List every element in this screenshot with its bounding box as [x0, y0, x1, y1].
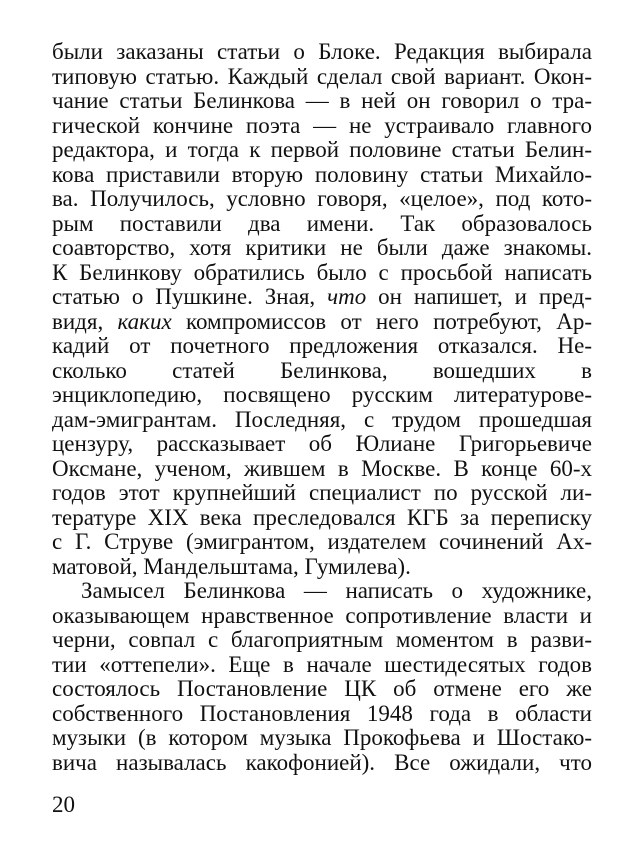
text-line	[52, 628, 592, 653]
text-line	[52, 555, 592, 580]
text-segment: тературе XIX века преследовался КГБ за переписку	[52, 504, 592, 530]
text-segment: типовую статью. Каждый сделал свой вариант. Окон-	[52, 63, 592, 89]
text-line	[52, 359, 592, 384]
text-line	[52, 432, 592, 457]
text-segment: статью о Пушкине. Зная,	[52, 284, 328, 309]
text-line	[52, 506, 592, 531]
text-segment: с Г. Струве (эмигрантом, издателем сочинений Ах-	[52, 529, 592, 554]
text-segment: цензуру, рассказывает об Юлиане Григорьевиче	[52, 431, 592, 456]
text-line	[52, 65, 592, 90]
text-segment: оказывающем нравственное сопротивление власти и	[52, 602, 592, 628]
text-line	[52, 751, 592, 776]
text-segment: сколько статей Белинкова, вошедших в	[52, 357, 592, 383]
body-text	[52, 40, 592, 775]
text-line	[52, 138, 592, 163]
text-line	[52, 261, 592, 286]
text-line	[52, 40, 592, 65]
text-segment: состоялось Постановление ЦК об отмене его же	[52, 676, 592, 701]
text-line	[52, 530, 592, 555]
text-segment: матовой, Мандельштама, Гумилева).	[52, 553, 411, 579]
text-line	[52, 653, 592, 678]
text-line	[52, 408, 592, 433]
text-line	[52, 236, 592, 261]
text-segment: тии «оттепели». Еще в начале шестидесятых годов	[52, 651, 592, 677]
text-line	[52, 163, 592, 188]
text-segment: видя,	[52, 308, 118, 334]
text-line	[52, 383, 592, 408]
text-segment: рым поставили два имени. Так образовалось	[52, 210, 592, 236]
text-segment: кадий от почетного предложения отказался. Не-	[52, 333, 592, 358]
text-line	[52, 89, 592, 114]
text-line	[52, 334, 592, 359]
text-segment: он напишет, и пред-	[366, 284, 592, 309]
text-segment: соавторство, хотя критики не были даже знакомы.	[52, 235, 592, 260]
text-line	[52, 702, 592, 727]
text-line	[52, 579, 592, 604]
text-segment: черни, совпал с благоприятным моментом в разви-	[52, 627, 592, 652]
text-line	[52, 187, 592, 212]
italic-emphasis: каких	[117, 308, 172, 334]
text-segment: Замысел Белинкова — написать о художнике,	[81, 578, 592, 603]
text-segment: ва. Получилось, условно говоря, «целое», под кото-	[52, 186, 592, 211]
text-line	[52, 726, 592, 751]
text-segment: годов этот крупнейший специалист по русской ли-	[52, 480, 592, 505]
text-segment: были заказаны статьи о Блоке. Редакция выбирала	[52, 39, 592, 64]
text-segment: дам-эмигрантам. Последняя, с трудом прошедшая	[52, 406, 592, 432]
text-segment: Оксмане, ученом, жившем в Москве. В конце 60-х	[52, 455, 592, 481]
text-line	[52, 212, 592, 237]
text-segment: вича называлась какофонией). Все ожидали, что	[52, 749, 592, 775]
text-segment: чание статьи Белинкова — в ней он говорил о тра-	[52, 88, 592, 113]
text-line	[52, 604, 592, 629]
text-segment: компромиссов от него потребуют, Ар-	[171, 308, 592, 334]
text-line	[52, 677, 592, 702]
text-segment: собственного Постановления 1948 года в области	[52, 700, 592, 726]
text-line	[52, 310, 592, 335]
text-line	[52, 285, 592, 310]
text-segment: К Белинкову обратились было с просьбой написать	[52, 259, 592, 285]
text-segment: музыки (в котором музыка Прокофьева и Шостако-	[52, 725, 592, 750]
text-line	[52, 481, 592, 506]
text-segment: гической кончине поэта — не устраивало главного	[52, 112, 592, 138]
text-segment: энциклопедию, посвящено русским литературове-	[52, 382, 592, 407]
text-line	[52, 457, 592, 482]
text-line	[52, 114, 592, 139]
italic-emphasis: что	[327, 284, 367, 309]
text-segment: редактора, и тогда к первой половине статьи Белин-	[52, 137, 592, 162]
page-number: 20	[52, 792, 75, 817]
text-segment: кова приставили вторую половину статьи Михайло-	[52, 161, 592, 187]
